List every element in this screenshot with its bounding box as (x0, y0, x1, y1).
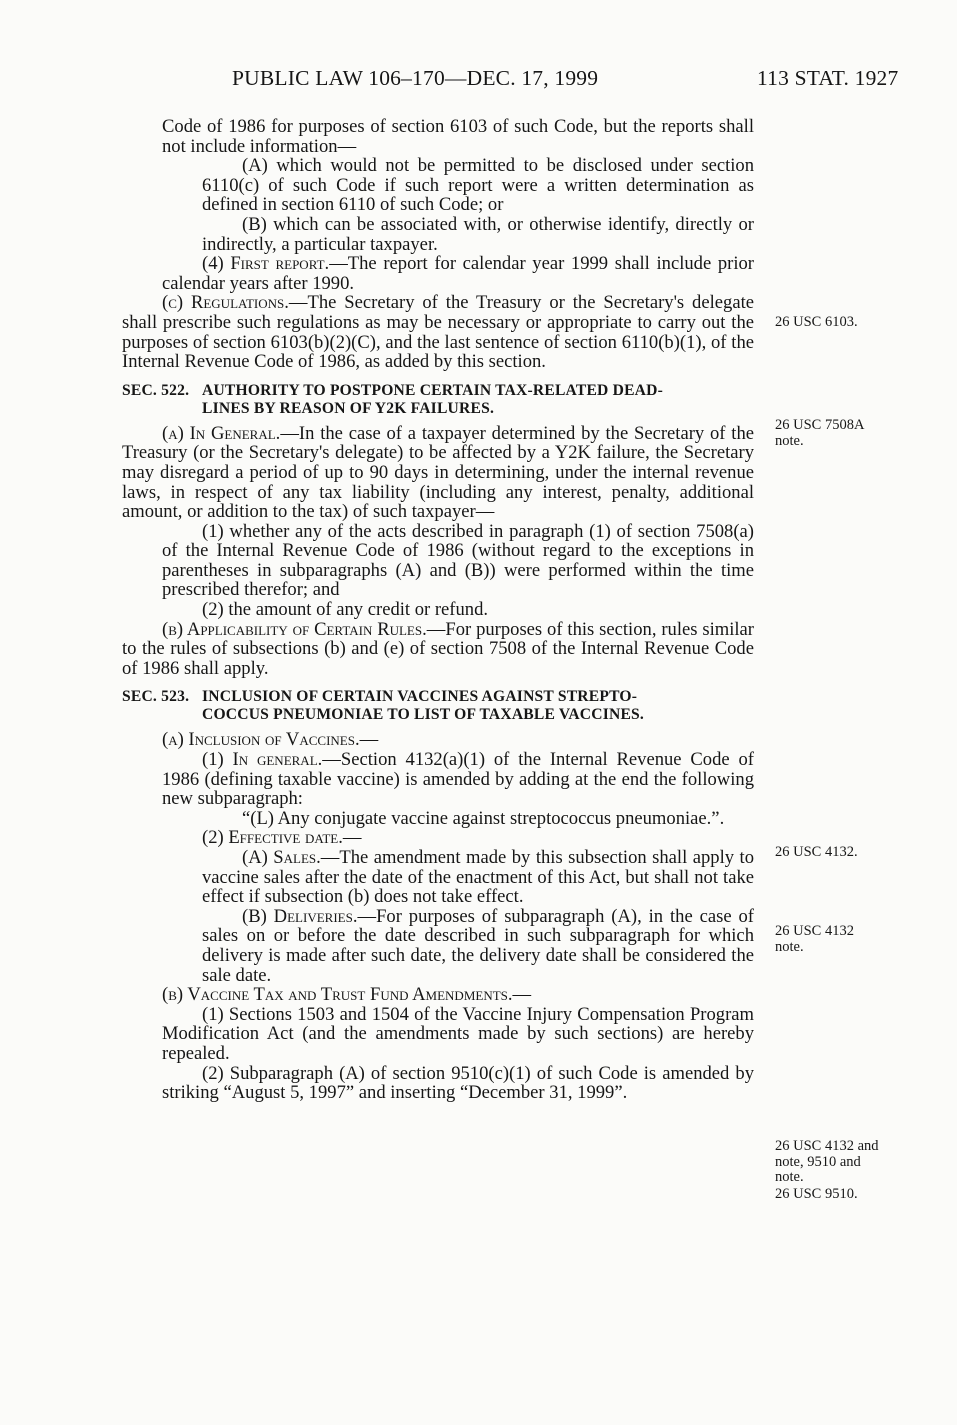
margin-note-9510 (775, 1187, 925, 1203)
label: (A) Sales. (242, 847, 321, 868)
paragraph-2-subparagraph-amended (122, 1064, 754, 1103)
paragraph-b-vaccine-tax (122, 985, 754, 1005)
margin-note-line: note. (775, 938, 804, 955)
section-number: SEC. 522. (122, 381, 190, 399)
section-title-line2: COCCUS PNEUMONIAE TO LIST OF TAXABLE VACCINES. (202, 706, 645, 724)
text: (1) whether any of the acts described in paragraph (1) of section 7508(a) of the Internal Revenue Code of 1986 (without regard to the exceptions in parentheses in subparagraphs (A) and (B)) were performed within the time prescribed therefor; and (162, 520, 754, 601)
text: —The Secretary of the Treasury or the Secretary's delegate shall prescribe such regulations as may be necessary or appropriate to carry out the purposes of section 6103(b)(2)(C), and the last sentence of section 6110(b)(1), of the Internal Revenue Code of 1986, as added by this section. (122, 292, 754, 373)
margin-note-line: 26 USC 7508A (775, 417, 865, 433)
paragraph-b-deliveries (122, 907, 754, 985)
paragraph-l-conjugate-vaccine (122, 809, 754, 829)
margin-note-line: 26 USC 4132 (775, 923, 854, 939)
margin-note-line: note. (775, 432, 804, 449)
margin-note-line: 26 USC 4132. (775, 844, 858, 860)
paragraph-b-taxpayer (122, 215, 754, 254)
paragraph-2-credit (122, 600, 754, 620)
margin-note-4132 (775, 845, 925, 861)
label: (a) In General. (162, 422, 281, 444)
text: “(L) Any conjugate vaccine against streptococcus pneumoniae.”. (242, 807, 725, 829)
text: —In the case of a taxpayer determined by the Secretary of the Treasury (or the Secretary's delegate) to be affected by a Y2K failure, the Secretary may disregard a period of up to 90 days in determining, under the internal revenue laws, in respect of any tax liability (including any interest, penalty, additional amount, or addition to the tax) of such taxpayer— (122, 422, 754, 523)
paragraph-2-effective-date (122, 828, 754, 848)
paragraph-4-first-report (122, 254, 754, 293)
text: Code of 1986 for purposes of section 6103 of such Code, but the reports shall not include information— (162, 116, 754, 157)
text: —Section 4132(a)(1) of the Internal Revenue Code of 1986 (defining taxable vaccine) is amended by adding at the end the following new subparagraph: (162, 749, 754, 810)
text: (a) Inclusion of Vaccines.— (162, 729, 379, 751)
paragraph-a-sales (122, 848, 754, 907)
section-title-line1: INCLUSION OF CERTAIN VACCINES AGAINST STREPTO- (202, 688, 638, 706)
section-title-line1: AUTHORITY TO POSTPONE CERTAIN TAX-RELATED DEAD- (202, 381, 663, 399)
text: (2) the amount of any credit or refund. (202, 599, 489, 621)
paragraph-a-disclosure (122, 156, 754, 215)
margin-note-line: 26 USC 4132 and (775, 1138, 879, 1154)
margin-note-line: 26 USC 6103. (775, 314, 858, 330)
margin-note-line: 26 USC 9510. (775, 1186, 858, 1202)
paragraph-a-in-general (122, 424, 754, 522)
public-law-title: PUBLIC LAW 106–170—DEC. 17, 1999 (232, 66, 599, 90)
label: (4) First report. (202, 253, 330, 275)
section-title-line2: LINES BY REASON OF Y2K FAILURES. (202, 399, 495, 417)
margin-note-line: note. (775, 1169, 804, 1185)
section-523-heading (122, 688, 754, 724)
label: (b) Applicability of Certain Rules. (162, 618, 427, 640)
paragraph-1-in-general (122, 750, 754, 809)
label: (1) In general. (202, 749, 323, 771)
law-text-body (122, 117, 754, 1103)
margin-note-line: note, 9510 and (775, 1153, 861, 1170)
text: —For purposes of subparagraph (A), in the case of sales on or before the date described in such subparagraph for which delivery is made after such date, the delivery date shall be considered the sale date. (202, 905, 754, 986)
margin-note-4132-9510 (775, 1139, 925, 1186)
section-number: SEC. 523. (122, 688, 190, 706)
text: —The amendment made by this subsection shall apply to vaccine sales after the date of the enactment of this Act, but shall not take effect if subsection (b) does not take effect. (202, 847, 755, 908)
text: —For purposes of this section, rules similar to the rules of subsections (b) and (e) of section 7508 of the Internal Revenue Code of 1986 shall apply. (122, 618, 754, 679)
paragraph-1-acts (122, 522, 754, 600)
margin-note-4132-note (775, 924, 925, 955)
label: (c) Regulations. (162, 292, 289, 314)
margin-note-6103 (775, 315, 925, 331)
page-header (0, 66, 957, 96)
text: (1) Sections 1503 and 1504 of the Vaccine Injury Compensation Program Modification Act (and the amendments made by such sections) are hereby repealed. (162, 1003, 754, 1064)
text: (A) which would not be permitted to be disclosed under section 6110(c) of such Code if such report were a written determination as defined in section 6110 of such Code; or (202, 155, 754, 216)
text: (b) Vaccine Tax and Trust Fund Amendments.— (162, 984, 532, 1006)
statute-page-number: 113 STAT. 1927 (757, 66, 899, 90)
paragraph-a-inclusion (122, 730, 754, 750)
paragraph-c-regulations (122, 293, 754, 371)
text: —The report for calendar year 1999 shall include prior calendar years after 1990. (162, 253, 754, 294)
text: (2) Effective date.— (202, 827, 362, 849)
text: (B) which can be associated with, or otherwise identify, directly or indirectly, a particular taxpayer. (202, 213, 754, 255)
paragraph-b-applicability (122, 620, 754, 679)
paragraph-code-1986 (122, 117, 754, 156)
section-522-heading (122, 382, 754, 418)
paragraph-1-sections-repealed (122, 1005, 754, 1064)
margin-note-7508a (775, 418, 925, 449)
label: (B) Deliveries. (242, 905, 358, 927)
text: (2) Subparagraph (A) of section 9510(c)(1) of such Code is amended by striking “August 5, 1997” and inserting “December 31, 1999”. (162, 1062, 754, 1104)
